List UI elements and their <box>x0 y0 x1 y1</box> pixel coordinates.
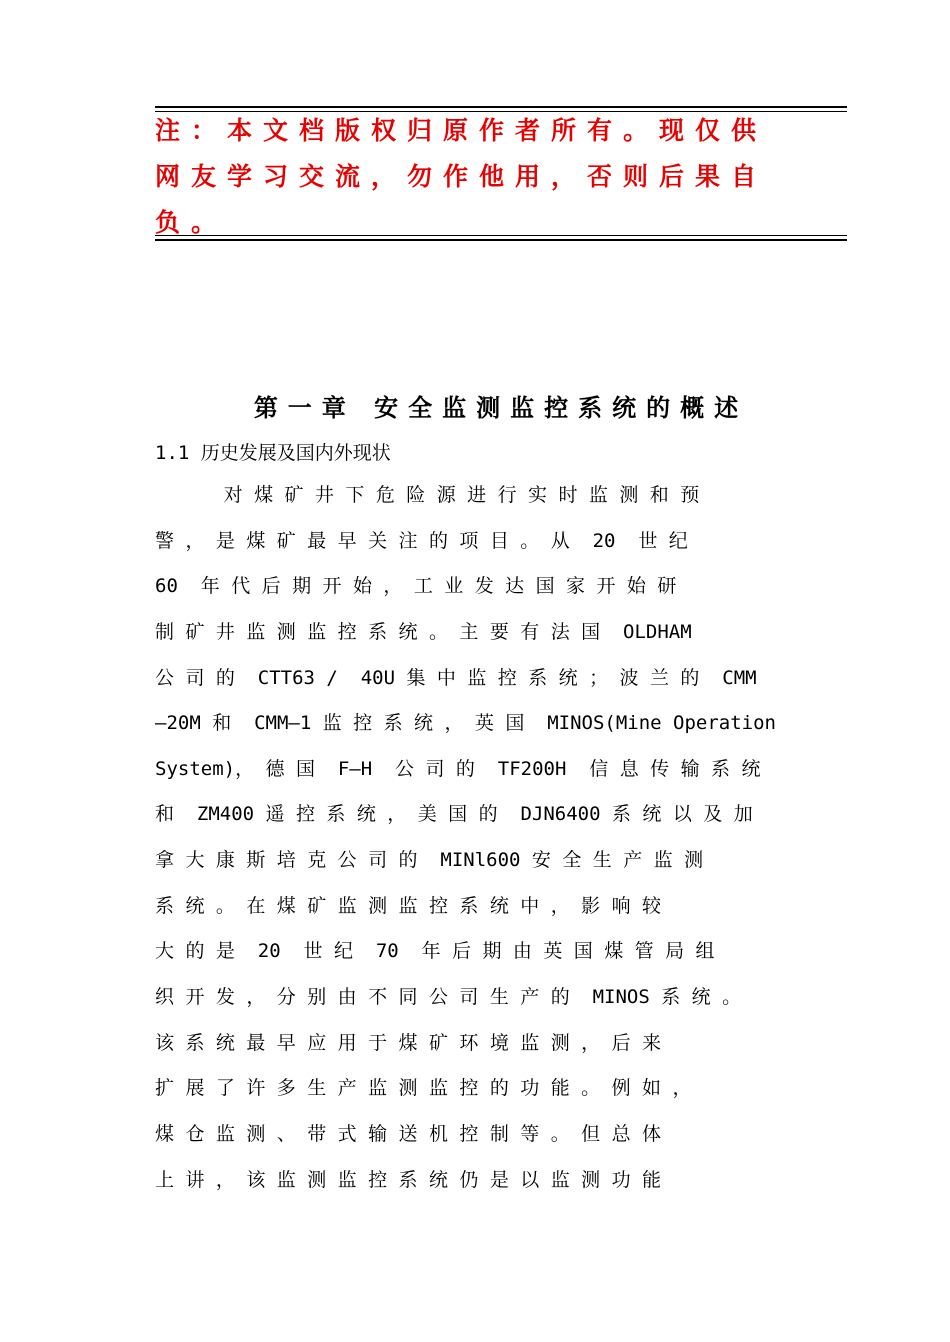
body-line: 公 司 的 CTT63 / 40U 集 中 监 控 系 统 ； 波 兰 的 CMM <box>155 667 757 689</box>
copyright-notice-line-1: 注：本文档版权归原作者所有。现仅供 <box>155 116 768 145</box>
section-heading: 1.1 历史发展及国内外现状 <box>155 442 391 464</box>
body-line: 织 开 发 ， 分 别 由 不 同 公 司 生 产 的 MINOS 系 统 。 <box>155 986 742 1008</box>
body-line: 和 ZM400 遥 控 系 统 ， 美 国 的 DJN6400 系 统 以 及 加 <box>155 803 753 825</box>
body-line: —20M 和 CMM—1 监 控 系 统 ， 英 国 MINOS(Mine Operation <box>155 712 776 734</box>
notice-bottom-rule <box>155 239 847 241</box>
body-line: 大 的 是 20 世 纪 70 年 后 期 由 英 国 煤 管 局 组 <box>155 940 715 962</box>
copyright-notice-line-3: 负。 <box>155 208 228 237</box>
body-line: 该 系 统 最 早 应 用 于 煤 矿 环 境 监 测 ， 后 来 <box>155 1032 662 1054</box>
body-line: 上 讲 ， 该 监 测 监 控 系 统 仍 是 以 监 测 功 能 <box>155 1169 662 1191</box>
body-line: 系 统 。 在 煤 矿 监 测 监 控 系 统 中 ， 影 响 较 <box>155 895 662 917</box>
body-line: 拿 大 康 斯 培 克 公 司 的 MINl600 安 全 生 产 监 测 <box>155 849 704 871</box>
body-line: 对 煤 矿 井 下 危 险 源 进 行 实 时 监 测 和 预 <box>155 484 700 506</box>
body-line: 扩 展 了 许 多 生 产 监 测 监 控 的 功 能 。 例 如 ， <box>155 1077 692 1099</box>
copyright-notice-line-2: 网友学习交流，勿作他用，否则后果自 <box>155 162 768 191</box>
body-line: System)， 德 国 F—H 公 司 的 TF200H 信 息 传 输 系 统 <box>155 758 761 780</box>
body-line: 60 年 代 后 期 开 始 ， 工 业 发 达 国 家 开 始 研 <box>155 575 677 597</box>
body-line: 警 ， 是 煤 矿 最 早 关 注 的 项 目 。 从 20 世 纪 <box>155 530 688 552</box>
chapter-title: 第一章 安全监测监控系统的概述 <box>253 394 749 422</box>
body-line: 制 矿 井 监 测 监 控 系 统 。 主 要 有 法 国 OLDHAM <box>155 621 692 643</box>
notice-bottom-rule-thin <box>155 235 847 236</box>
body-line: 煤 仓 监 测 、 带 式 输 送 机 控 制 等 。 但 总 体 <box>155 1123 662 1145</box>
